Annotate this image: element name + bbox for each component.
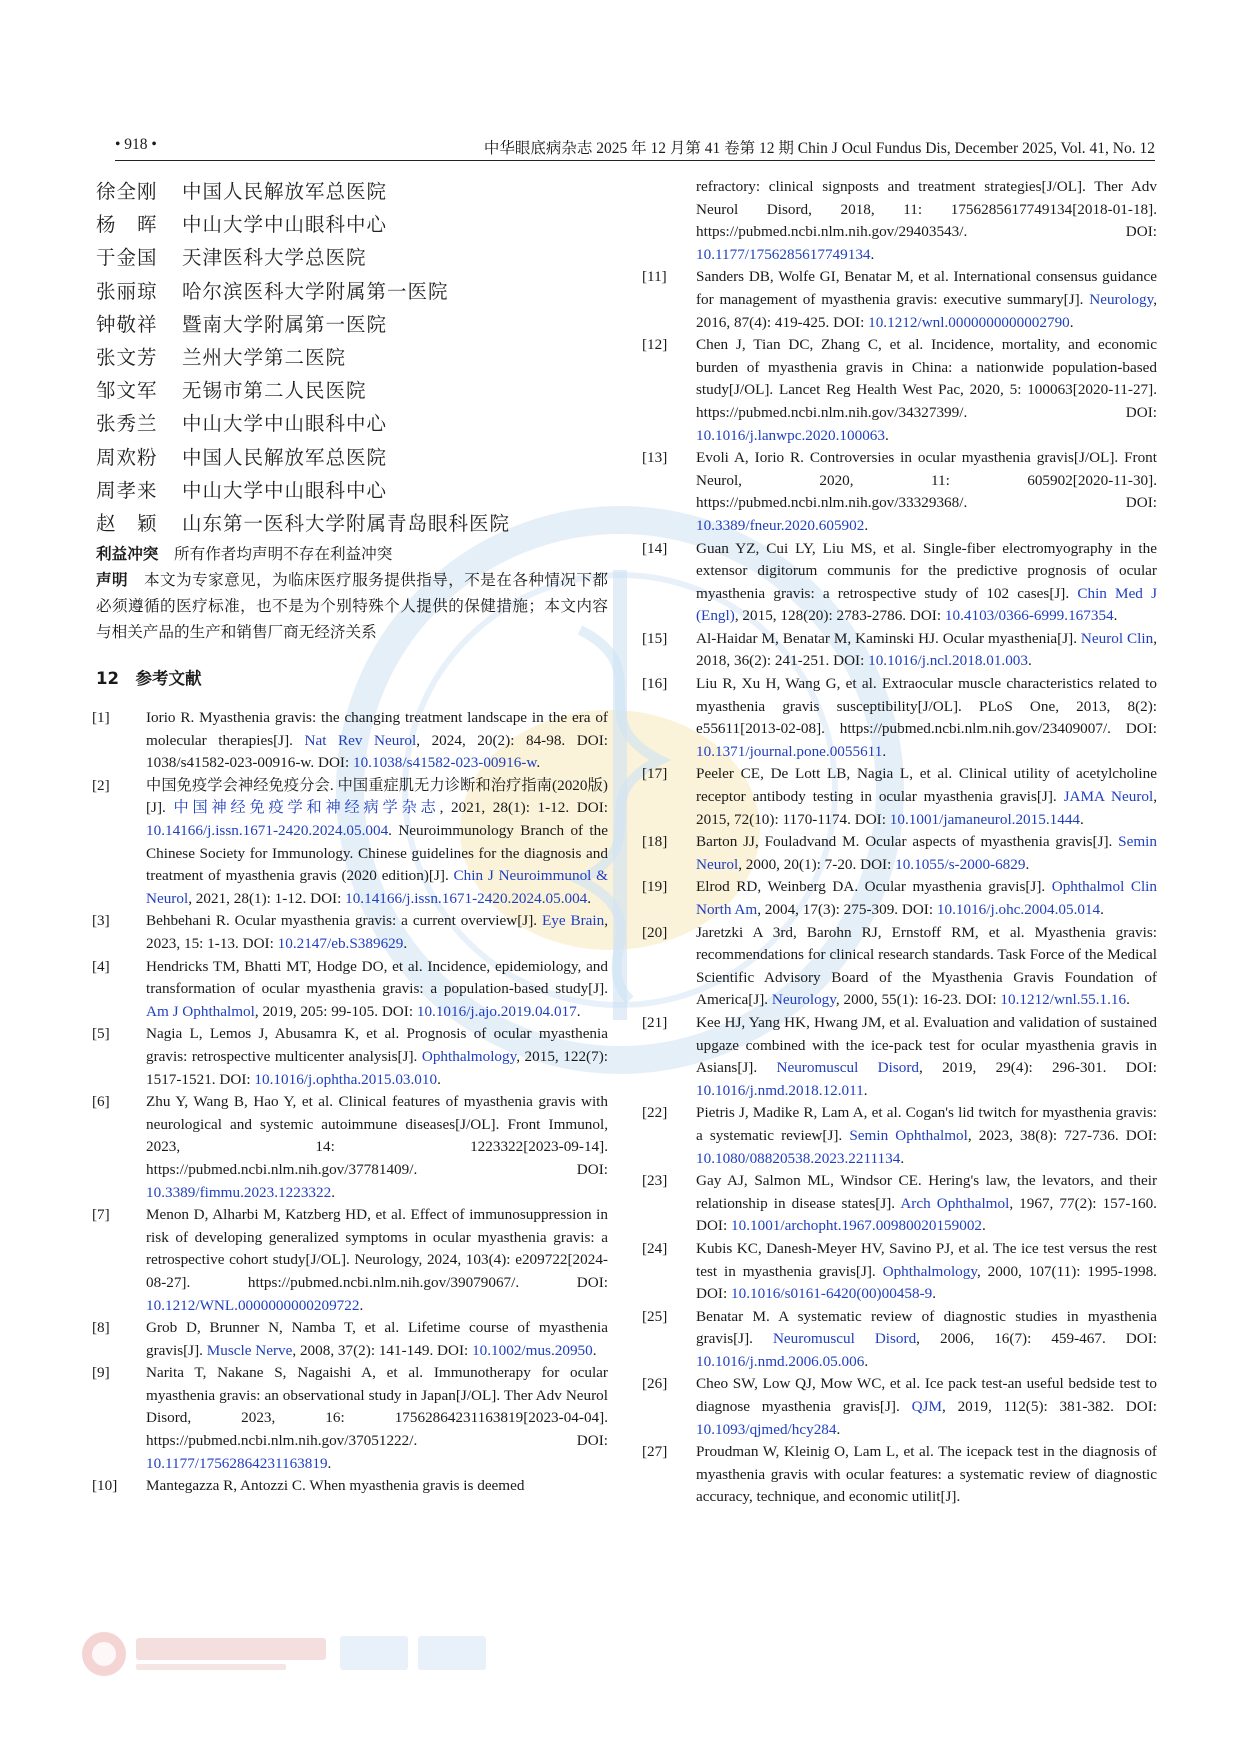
author-affiliation: 中山大学中山眼科中心 (182, 412, 388, 436)
reference-link[interactable]: 10.1016/j.ncl.2018.01.003 (868, 652, 1028, 670)
reference-text: Behbehani R. Ocular myasthenia gravis: a current overview[J]. (146, 912, 542, 930)
reference-text: refractory: clinical signposts and treatment strategies[J/OL]. Ther Adv Neurol Disord, 2018, 11: 1756285617749134[2018-01-18]. https://pubmed.ncbi.nlm.nih.gov/29403543/. DOI: (696, 178, 1157, 241)
reference-number: [3] (92, 912, 110, 930)
reference-item (92, 1475, 608, 1498)
reference-text: Evoli A, Iorio R. Controversies in ocular myasthenia gravis[J/OL]. Front Neurol, 2020, 11: 605902[2020-11-30]. https://pubmed.ncbi.nlm.nih.gov/33329368/. DOI: (696, 449, 1157, 512)
reference-text: . (1100, 901, 1104, 918)
reference-text: Barton JJ, Fouladvand M. Ocular aspects of myasthenia gravis[J]. (696, 833, 1119, 851)
reference-10-continuation (696, 176, 1157, 266)
reference-text: , 2000, 55(1): 16-23. DOI: (835, 991, 1001, 1009)
reference-link[interactable]: 10.3389/fimmu.2023.1223322 (146, 1183, 332, 1201)
reference-text: Jaretzki A 3rd, Barohn RJ, Ernstoff RM, et al. Myasthenia gravis: recommendations for clinical research standards. Task Force of the Medical Scientific Advisory Board of the Myasthenia Gravis Foundation of America[J]. (696, 923, 1157, 1009)
reference-link[interactable]: Arch Ophthalmol (900, 1194, 1010, 1212)
reference-number: [5] (92, 1025, 110, 1043)
author-affiliation: 中国人民解放军总医院 (182, 445, 388, 469)
reference-item (642, 1306, 1157, 1374)
reference-text: Elrod RD, Weinberg DA. Ocular myasthenia gravis[J]. (696, 878, 1052, 896)
author-affiliation: 中国人民解放军总医院 (182, 180, 388, 203)
reference-body (146, 1204, 608, 1317)
reference-text: , 2023, 38(8): 727-736. DOI: (967, 1126, 1157, 1144)
reference-number: [9] (92, 1364, 110, 1382)
reference-text: , 2019, 112(5): 381-382. DOI: (941, 1398, 1158, 1416)
author-row (96, 309, 608, 342)
reference-text: . (870, 245, 875, 263)
reference-text: . (331, 1183, 335, 1201)
reference-link[interactable]: JAMA Neurol (1063, 788, 1154, 806)
reference-link[interactable]: 10.4103/0366-6999.167354 (944, 607, 1114, 625)
reference-link[interactable]: Chin Med J (Engl) (696, 584, 1157, 625)
reference-text: . (1028, 652, 1032, 670)
reference-body (696, 876, 1157, 921)
author-affiliation: 山东第一医科大学附属青岛眼科医院 (182, 511, 511, 535)
reference-item (642, 628, 1157, 673)
reference-link[interactable]: 10.1016/j.ajo.2019.04.017 (416, 1002, 577, 1020)
reference-body (696, 447, 1157, 537)
reference-link[interactable]: 10.1080/08820538.2023.2211134 (696, 1149, 901, 1167)
author-affiliation: 中山大学中山眼科中心 (182, 213, 388, 237)
reference-text: Gay AJ, Salmon ML, Windsor CE. Hering's law, the levators, and their relationship in disease states[J]. (696, 1172, 1157, 1212)
reference-text: . (403, 935, 408, 952)
reference-item (92, 707, 608, 775)
reference-link[interactable]: 10.1016/j.ohc.2004.05.014 (936, 901, 1101, 918)
reference-link[interactable]: 10.14166/j.issn.1671-2420.2024.05.004 (146, 822, 389, 840)
statement (96, 567, 608, 645)
reference-text: . (900, 1149, 905, 1167)
reference-link[interactable]: 10.1177/17562864231163819 (146, 1454, 328, 1472)
reference-item (642, 266, 1157, 334)
reference-text: . Neuroimmunology Branch of the Chinese Society for Immunology. Chinese guidelines for the diagnosis and treatment of myasthenia gravis (2020 edition)[J]. (146, 822, 608, 885)
reference-item (92, 1317, 608, 1362)
author-affiliation: 哈尔滨医科大学附属第一医院 (182, 279, 449, 303)
reference-text: , 2015, 128(20): 2783-2786. DOI: (734, 607, 945, 625)
reference-link[interactable]: 10.1177/1756285617749134 (696, 245, 871, 263)
reference-body (696, 266, 1157, 334)
author-name: 周欢粉 (96, 445, 158, 469)
reference-text: Pietris J, Madike R, Lam A, et al. Cogan's lid twitch for myasthenia gravis: a systematic review[J]. (696, 1104, 1157, 1144)
reference-link[interactable]: Semin Ophthalmol (849, 1126, 968, 1144)
reference-link[interactable]: 10.1016/j.ophtha.2015.03.010 (254, 1070, 438, 1088)
reference-text: Nagia L, Lemos J, Abusamra K, et al. Prognosis of ocular myasthenia gravis: retrospective multicenter analysis[J]. (146, 1025, 608, 1065)
reference-text: Proudman W, Kleinig O, Lam L, et al. The icepack test in the diagnosis of myasthenia gravis with ocular features: a systematic review of diagnostic accuracy, technique, and economic utilit[J]. (696, 1443, 1157, 1506)
author-row (96, 508, 608, 541)
reference-list-right (642, 266, 1157, 1509)
reference-item (92, 956, 608, 1024)
reference-body (696, 538, 1157, 628)
reference-link[interactable]: 10.1016/j.lanwpc.2020.100063 (696, 426, 885, 444)
reference-text: 中国免疫学会神经免疫分会. 中国重症肌无力诊断和治疗指南(2020版)[J]. (146, 776, 608, 817)
reference-number: [16] (642, 675, 668, 693)
reference-link[interactable]: Neuromuscul Disord (772, 1330, 917, 1348)
author-name: 张文芳 (96, 345, 158, 369)
reference-text: , 2000, 107(11): 1995-1998. DOI: (696, 1262, 1157, 1303)
reference-text: Mantegazza R, Antozzi C. When myasthenia gravis is deemed (146, 1477, 525, 1495)
reference-body (696, 1373, 1157, 1441)
reference-number: [25] (642, 1307, 668, 1325)
reference-text: , 2015, 122(7): 1517-1521. DOI: (146, 1047, 608, 1088)
section-title: 参考文献 (135, 669, 202, 689)
reference-link[interactable]: Neurology (1089, 290, 1154, 308)
reference-text: . (1113, 607, 1118, 625)
header-rule (115, 160, 1155, 161)
author-row (96, 475, 608, 508)
author-affiliation: 兰州大学第二医院 (182, 345, 347, 369)
reference-body (696, 673, 1157, 763)
reference-text: . (836, 1420, 841, 1438)
author-affiliation: 中山大学中山眼科中心 (182, 478, 388, 502)
conflict-label: 利益冲突 (96, 545, 159, 564)
author-name: 于金国 (96, 246, 158, 270)
reference-body (146, 1475, 608, 1498)
reference-item (642, 763, 1157, 831)
reference-number: [27] (642, 1443, 668, 1461)
reference-text: . (592, 1341, 597, 1359)
reference-body (696, 1441, 1157, 1509)
reference-item (92, 1091, 608, 1204)
reference-text: Menon D, Alharbi M, Katzberg HD, et al. Effect of immunosuppression in risk of developing generalized symptoms in ocular myasthenia gravis: a retrospective cohort study[J/OL]. Neurology, 2024, 103(4): e209722[2024-08-27]. https://pubmed.ncbi.nlm.nih.gov/39079067/. DOI: (146, 1206, 608, 1291)
reference-item (642, 1012, 1157, 1102)
reference-item (92, 1023, 608, 1091)
author-name: 钟敬祥 (96, 312, 158, 336)
reference-body (146, 775, 608, 911)
author-list (96, 176, 608, 541)
reference-body (146, 1362, 608, 1475)
reference-text: Hendricks TM, Bhatti MT, Hodge DO, et al. Incidence, epidemiology, and transformation of ocular myasthenia gravis: a population-based study[J]. (146, 957, 608, 998)
author-name: 周孝来 (96, 478, 158, 502)
reference-item (642, 1102, 1157, 1170)
reference-text: . (359, 1296, 364, 1314)
statement-text: 本文为专家意见，为临床医疗服务提供指导，不是在各种情况下都必须遵循的医疗标准，也不是为个别特殊个人提供的保健措施；本文内容与相关产品的生产和销售厂商无经济关系 (96, 571, 608, 642)
author-row (96, 442, 608, 475)
reference-body (696, 1306, 1157, 1374)
page-header (115, 136, 1155, 156)
author-row (96, 276, 608, 309)
reference-link[interactable]: 中国神经免疫学和神经病学杂志 (173, 799, 440, 817)
author-name: 杨 晖 (96, 213, 158, 237)
reference-item (642, 831, 1157, 876)
reference-text: . (576, 1002, 581, 1020)
author-affiliation: 天津医科大学总医院 (182, 246, 367, 270)
reference-link[interactable]: Nat Rev Neurol (304, 731, 417, 749)
reference-text: , 2004, 17(3): 275-309. DOI: (757, 901, 937, 918)
reference-number: [13] (642, 449, 668, 467)
reference-body (696, 628, 1157, 673)
author-name: 张秀兰 (96, 412, 158, 436)
reference-text: Narita T, Nakane S, Nagaishi A, et al. Immunotherapy for ocular myasthenia gravis: an observational study in Japan[J/OL]. Ther Adv Neurol Disord, 2023, 16: 17562864231163819[2023-04-04]. https://pubmed.ncbi.nlm.nih.gov/37051222/. DOI: (146, 1364, 608, 1450)
reference-link[interactable]: Ophthalmology (882, 1262, 977, 1280)
reference-body (696, 1102, 1157, 1170)
reference-link[interactable]: Ophthalmol Clin North Am (696, 878, 1157, 918)
reference-link[interactable]: 10.1212/WNL.0000000000209722 (146, 1296, 360, 1314)
reference-text: . (884, 426, 889, 444)
reference-number: [4] (92, 957, 110, 975)
reference-link[interactable]: 10.1212/wnl.55.1.16 (1000, 991, 1127, 1009)
author-row (96, 242, 608, 275)
author-row (96, 176, 608, 209)
reference-item (642, 334, 1157, 447)
conflict-text: 所有作者均声明不存在利益冲突 (174, 545, 393, 564)
reference-text: . (864, 1352, 869, 1370)
reference-item (642, 673, 1157, 763)
publisher-logo (78, 1628, 498, 1680)
reference-text: , 2015, 72(10): 1170-1174. DOI: (696, 788, 1157, 828)
reference-item (92, 775, 609, 911)
reference-link[interactable]: 10.1016/j.nmd.2018.12.011 (696, 1081, 864, 1099)
reference-text: Al-Haidar M, Benatar M, Kaminski HJ. Ocular myasthenia[J]. (696, 629, 1081, 647)
reference-link[interactable]: Eye Brain (541, 912, 605, 930)
reference-text: , 2024, 20(2): 84-98. DOI: 1038/s41582-023-00916-w. DOI: (146, 731, 608, 772)
reference-text: Guan YZ, Cui LY, Liu MS, et al. Single-fiber electromyography in the extensor digitorum communis for the predictive prognosis of ocular myasthenia gravis: a retrospective study of 102 cases[J]. (696, 539, 1157, 602)
reference-number: [6] (92, 1093, 110, 1111)
reference-body (696, 831, 1157, 876)
reference-text: Liu R, Xu H, Wang G, et al. Extraocular muscle characteristics related to myasthenia gravis susceptibility[J/OL]. PLoS One, 2013, 8(2): e55611[2013-02-08]. https://pubmed.ncbi.nlm.nih.gov/23409007/. DOI: (696, 675, 1157, 738)
reference-body (146, 956, 608, 1024)
reference-text: . (982, 1217, 986, 1235)
reference-text: Peeler CE, De Lott LB, Nagia L, et al. Clinical utility of acetylcholine receptor antibody testing in ocular myasthenia gravis[J]. (696, 765, 1157, 806)
reference-text: Kubis KC, Danesh-Meyer HV, Savino PJ, et al. The ice test versus the rest test in myasthenia gravis[J]. (696, 1239, 1157, 1280)
reference-text: , 2018, 36(2): 241-251. DOI: (696, 629, 1157, 670)
reference-text: . (864, 516, 869, 534)
author-affiliation: 暨南大学附属第一医院 (182, 312, 388, 336)
reference-body (696, 763, 1157, 831)
reference-link[interactable]: 10.1093/qjmed/hcy284 (696, 1420, 837, 1438)
reference-number: [20] (642, 923, 668, 941)
reference-item (642, 447, 1157, 537)
reference-number: [10] (92, 1477, 118, 1495)
reference-item (92, 910, 608, 955)
reference-text: Chen J, Tian DC, Zhang C, et al. Incidence, mortality, and economic burden of myasthenia gravis in China: a nationwide population-based study[J/OL]. Lancet Reg Health West Pac, 2020, 5: 100063[2020-11-27]. https://pubmed.ncbi.nlm.nih.gov/34327399/. DOI: (696, 336, 1157, 421)
reference-link[interactable]: Chin J Neuroimmunol & Neurol (146, 867, 608, 907)
reference-link[interactable]: 10.1001/archopht.1967.00980020159002 (731, 1217, 983, 1235)
statement-label: 声明 (96, 571, 129, 590)
reference-number: [2] (92, 776, 110, 794)
reference-link[interactable]: 10.1038/s41582-023-00916-w (352, 754, 537, 772)
reference-text: . (1080, 810, 1084, 828)
reference-number: [15] (642, 629, 668, 647)
reference-text: , 2006, 16(7): 459-467. DOI: (916, 1330, 1157, 1348)
reference-text: Grob D, Brunner N, Namba T, et al. Lifetime course of myasthenia gravis[J]. (146, 1319, 608, 1359)
reference-text: Benatar M. A systematic review of diagnostic studies in myasthenia gravis[J]. (696, 1307, 1157, 1348)
reference-text: . (1025, 855, 1030, 873)
reference-number: [18] (642, 833, 668, 851)
reference-link[interactable]: 10.1212/wnl.0000000000002790 (868, 313, 1070, 331)
reference-link[interactable]: 10.1371/journal.pone.0055611 (696, 742, 883, 760)
reference-item (92, 1204, 608, 1317)
reference-number: [11] (642, 268, 667, 286)
left-column (92, 176, 609, 1498)
reference-text: Iorio R. Myasthenia gravis: the changing treatment landscape in the era of molecular therapies[J]. (146, 709, 608, 749)
reference-text: , 2019, 205: 99-105. DOI: (254, 1002, 417, 1020)
reference-number: [19] (642, 878, 668, 896)
reference-text: Kee HJ, Yang HK, Hwang JM, et al. Evaluation and validation of sustained upgaze combined with the ice-pack test for ocular myasthenia gravis in Asians[J]. (696, 1013, 1157, 1077)
reference-text: . (1069, 313, 1074, 331)
reference-number: [21] (642, 1013, 668, 1031)
reference-body (696, 922, 1157, 1012)
author-name: 邹文军 (96, 379, 158, 403)
reference-link[interactable]: Neurol Clin (1080, 629, 1154, 647)
reference-text: . (536, 754, 541, 772)
reference-body (696, 334, 1157, 447)
reference-number: [8] (92, 1319, 110, 1337)
reference-item (642, 922, 1157, 1012)
author-row (96, 342, 608, 375)
conflict-of-interest (96, 541, 608, 567)
reference-item (642, 876, 1157, 921)
reference-body (146, 1091, 608, 1204)
reference-link[interactable]: Neurology (771, 991, 836, 1009)
reference-body (696, 1170, 1157, 1238)
reference-item (642, 1441, 1157, 1509)
reference-number: [12] (642, 336, 668, 354)
reference-link[interactable]: 10.2147/eb.S389629 (277, 935, 404, 952)
author-row (96, 375, 608, 408)
reference-text: , 2008, 37(2): 141-149. DOI: (292, 1341, 473, 1359)
reference-text: Cheo SW, Low QJ, Mow WC, et al. Ice pack test-an useful bedside test to diagnose myasthenia gravis[J]. (696, 1375, 1157, 1416)
reference-number: [14] (642, 539, 668, 557)
reference-link[interactable]: 10.1016/s0161-6420(00)00458-9 (731, 1285, 933, 1303)
reference-body (696, 1238, 1157, 1306)
reference-text: . (863, 1081, 868, 1099)
reference-text: . (932, 1285, 937, 1303)
section-number: 12 (96, 669, 119, 689)
reference-text: , 2023, 15: 1-13. DOI: (146, 912, 608, 952)
author-row (96, 408, 608, 441)
reference-text: , 2019, 29(4): 296-301. DOI: (919, 1059, 1158, 1077)
reference-link[interactable]: Ophthalmology (421, 1047, 517, 1065)
reference-number: [23] (642, 1172, 668, 1190)
reference-text: . (882, 742, 887, 760)
reference-link[interactable]: Muscle Nerve (206, 1341, 293, 1359)
reference-link[interactable]: 10.1001/jamaneurol.2015.1444 (889, 810, 1081, 828)
reference-text: . (437, 1070, 441, 1088)
reference-text: , 2021, 28(1): 1-12. DOI: (188, 889, 346, 907)
reference-body (696, 1012, 1157, 1102)
reference-number: [24] (642, 1239, 668, 1257)
author-name: 张丽琼 (96, 279, 158, 303)
author-name: 徐全刚 (96, 180, 158, 203)
author-affiliation: 无锡市第二人民医院 (182, 379, 367, 403)
reference-link[interactable]: 10.1055/s-2000-6829 (895, 855, 1026, 873)
page-number: • 918 • (115, 136, 157, 153)
right-column (642, 176, 1157, 1509)
reference-text: . (1126, 991, 1130, 1009)
reference-link[interactable]: Semin Neurol (696, 833, 1157, 873)
author-row (96, 209, 608, 242)
reference-item (642, 1238, 1157, 1306)
reference-number: [1] (92, 709, 110, 727)
section-heading (96, 665, 608, 689)
reference-text: , 2000, 20(1): 7-20. DOI: (738, 855, 896, 873)
reference-link[interactable]: QJM (911, 1398, 942, 1416)
reference-body (146, 910, 608, 955)
reference-item (642, 1170, 1157, 1238)
reference-text: , 2016, 87(4): 419-425. DOI: (696, 290, 1157, 331)
reference-number: [17] (642, 765, 668, 783)
journal-running-head: 中华眼底病杂志 2025 年 12 月第 41 卷第 12 期 Chin J Ocul Fundus Dis, December 2025, Vol. 41, No. 12 (483, 140, 1155, 157)
reference-link[interactable]: 10.1016/j.nmd.2006.05.006 (696, 1352, 865, 1370)
reference-link[interactable]: Neuromuscul Disord (776, 1059, 919, 1077)
reference-item (92, 1362, 608, 1475)
reference-link[interactable]: 10.3389/fneur.2020.605902 (696, 516, 865, 534)
reference-text: Zhu Y, Wang B, Hao Y, et al. Clinical features of myasthenia gravis with neurological and systemic autoimmune diseases[J/OL]. Front Immunol, 2023, 14: 1223322[2023-09-14]. https://pubmed.ncbi.nlm.nih.gov/37781409/. DOI: (146, 1093, 608, 1178)
reference-text: , 2021, 28(1): 1-12. DOI: (439, 799, 609, 817)
reference-item (642, 1373, 1157, 1441)
reference-text: Sanders DB, Wolfe GI, Benatar M, et al. International consensus guidance for management of myasthenia gravis: executive summary[J]. (696, 268, 1157, 308)
reference-number: [26] (642, 1375, 668, 1393)
reference-text: . (587, 889, 592, 907)
reference-body (146, 707, 608, 775)
reference-link[interactable]: Am J Ophthalmol (146, 1002, 255, 1020)
reference-link[interactable]: 10.1002/mus.20950 (472, 1341, 593, 1359)
reference-text: . (327, 1454, 332, 1472)
reference-text: , 1967, 77(2): 157-160. DOI: (696, 1194, 1157, 1235)
reference-list-left (92, 707, 609, 1498)
reference-body (146, 1023, 608, 1091)
reference-body (146, 1317, 608, 1362)
author-name: 赵 颖 (96, 511, 158, 535)
reference-number: [22] (642, 1104, 668, 1122)
reference-item (642, 538, 1157, 628)
reference-number: [7] (92, 1206, 110, 1224)
reference-link[interactable]: 10.14166/j.issn.1671-2420.2024.05.004 (345, 889, 588, 907)
